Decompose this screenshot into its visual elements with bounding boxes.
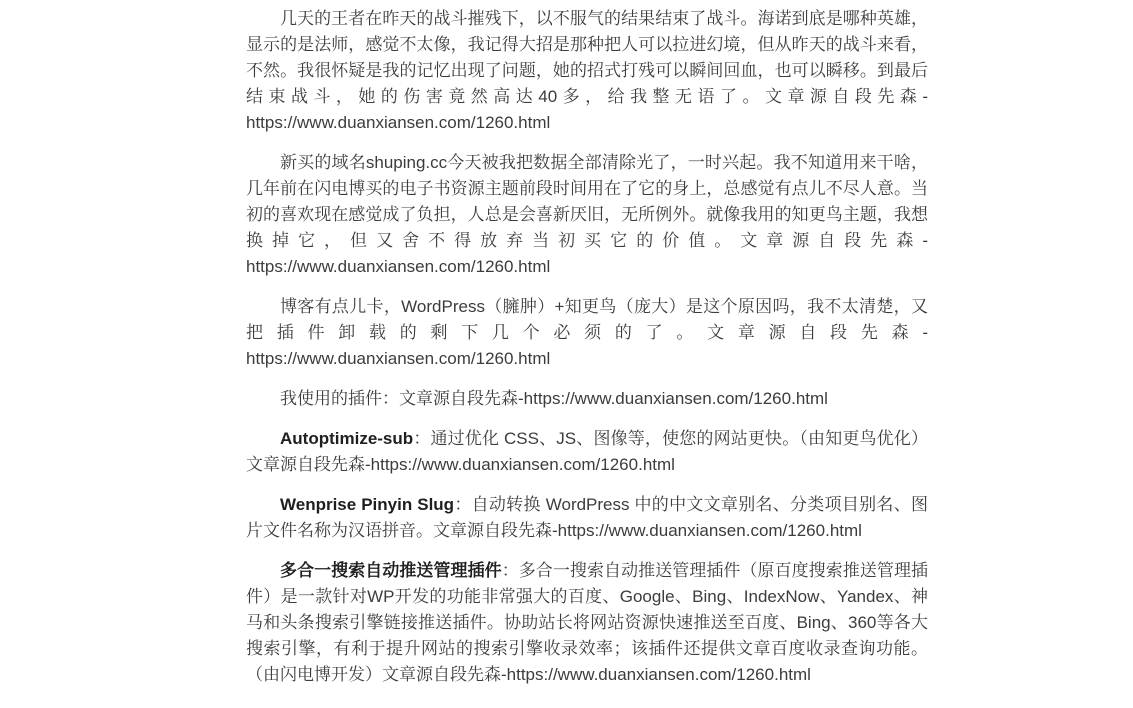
paragraph-plugin-seo-push: [246, 558, 928, 688]
paragraph-plugins-intro: [246, 386, 928, 412]
plugin-name-wenprise: Wenprise Pinyin Slug: [280, 495, 455, 514]
paragraph-text: 几天的王者在昨天的战斗摧残下，以不服气的结果结束了战斗。海诺到底是哪种英雄，显示的是法师，感觉不太像，我记得大招是那种把人可以拉进幻境，但从昨天的战斗来看，不然。我很怀疑是我的记忆出现了问题，她的招式打残可以瞬间回血，也可以瞬移。到最后结束战斗，她的伤害竟然高达40多，给我整无语了。文章源自段先森-https://www.duanxiansen.com/1260.html: [246, 9, 928, 132]
paragraph-text: 新买的域名shuping.cc今天被我把数据全部清除光了，一时兴起。我不知道用来干啥，几年前在闪电博买的电子书资源主题前段时间用在了它的身上，总感觉有点儿不尽人意。当初的喜欢现在感觉成了负担，人总是会喜新厌旧，无所例外。就像我用的知更鸟主题，我想换掉它，但又舍不得放弃当初买它的价值。文章源自段先森-https://www.duanxiansen.com/1260.html: [246, 153, 928, 276]
paragraph-blog-slow: [246, 294, 928, 372]
paragraph-text: 博客有点儿卡，WordPress（臃肿）+知更鸟（庞大）是这个原因吗，我不太清楚，又把插件卸载的剩下几个必须的了。文章源自段先森-https://www.duanxiansen.com/1260.html: [246, 297, 928, 368]
paragraph-game-story: [246, 6, 928, 136]
paragraph-domain-cleanup: [246, 150, 928, 280]
plugin-name-autoptimize: Autoptimize-sub: [280, 429, 414, 448]
article-content: [246, 6, 928, 702]
paragraph-text: ：通过优化 CSS、JS、图像等，使您的网站更快。（由知更鸟优化）文章源自段先森-https://www.duanxiansen.com/1260.html: [246, 429, 928, 474]
paragraph-text: ：多合一搜索自动推送管理插件（原百度搜索推送管理插件）是一款针对WP开发的功能非常强大的百度、Google、Bing、IndexNow、Yandex、神马和头条搜索引擎链接推送插件。协助站长将网站资源快速推送至百度、Bing、360等各大搜索引擎，有利于提升网站的搜索引擎收录效率；该插件还提供文章百度收录查询功能。（由闪电博开发）文章源自段先森-https://www.duanxiansen.com/1260.html: [246, 561, 928, 684]
paragraph-text: 我使用的插件：文章源自段先森-https://www.duanxiansen.com/1260.html: [280, 389, 828, 408]
plugin-name-seo-push: 多合一搜索自动推送管理插件: [280, 561, 502, 580]
paragraph-text: ：自动转换 WordPress 中的中文文章别名、分类项目别名、图片文件名称为汉语拼音。文章源自段先森-https://www.duanxiansen.com/1260.html: [246, 495, 928, 540]
paragraph-plugin-autoptimize: [246, 426, 928, 478]
paragraph-plugin-wenprise: [246, 492, 928, 544]
